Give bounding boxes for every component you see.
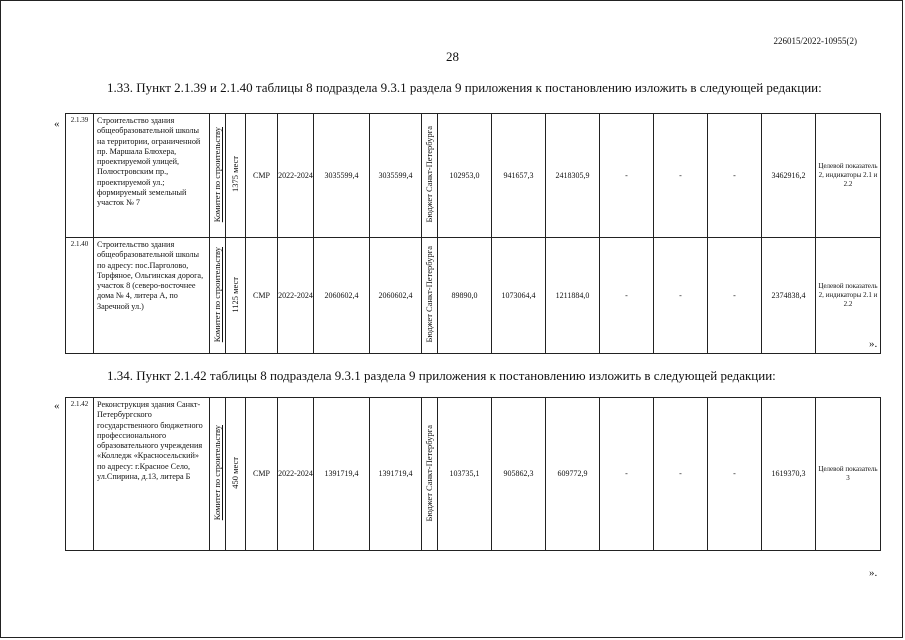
funding-source-cell: Бюджет Санкт-Петербурга	[423, 424, 434, 522]
year-2022-cell: 103735,1	[438, 398, 492, 551]
total-cost-cell: 2060602,4	[314, 238, 370, 354]
dash-cell: -	[654, 238, 708, 354]
executor-cell: Комитет по строительству	[211, 126, 222, 223]
dash-cell: -	[708, 114, 762, 238]
dash-cell: -	[654, 398, 708, 551]
paragraph-1-33: 1.33. Пункт 2.1.39 и 2.1.40 таблицы 8 подраздела 9.3.1 раздела 9 приложения к постановлению изложить в следующей редакции:	[107, 80, 822, 95]
funding-source-cell: Бюджет Санкт-Петербурга	[423, 126, 434, 223]
quote-close-1: ».	[869, 338, 878, 350]
dash-cell: -	[600, 114, 654, 238]
table-row	[66, 114, 881, 238]
capacity-cell: 1375 мест	[229, 156, 240, 193]
year-2022-cell: 102953,0	[438, 114, 492, 238]
work-type-cell: СМР	[246, 398, 278, 551]
funding-source-cell: Бюджет Санкт-Петербурга	[423, 246, 434, 343]
paragraph-1-34: 1.34. Пункт 2.1.42 таблицы 8 подраздела 9.3.1 раздела 9 приложения к постановлению изложить в следующей редакции:	[107, 368, 776, 383]
quote-open-1: «	[54, 118, 60, 130]
year-2024-cell: 1211884,0	[546, 238, 600, 354]
indicator-note-cell: Целевой показатель 2, индикаторы 2.1 и 2.2	[816, 238, 881, 354]
capacity-cell: 1125 мест	[229, 276, 240, 313]
table-row	[66, 398, 881, 551]
after-2024-cell: 2374838,4	[762, 238, 816, 354]
year-2023-cell: 1073064,4	[492, 238, 546, 354]
quote-close-2: ».	[869, 567, 878, 579]
period-cell: 2022-2024	[278, 238, 314, 354]
page-number: 28	[446, 49, 459, 64]
row-number: 2.1.42	[66, 398, 94, 551]
period-cell: 2022-2024	[278, 114, 314, 238]
year-2023-cell: 905862,3	[492, 398, 546, 551]
indicator-note-cell: Целевой показатель 2, индикаторы 2.1 и 2.2	[816, 114, 881, 238]
capacity-cell: 450 мест	[229, 457, 240, 489]
dash-cell: -	[708, 238, 762, 354]
period-cell: 2022-2024	[278, 398, 314, 551]
table-item-2-1-42	[65, 397, 881, 551]
executor-cell: Комитет по строительству	[211, 425, 222, 521]
total-cost-cell: 3035599,4	[314, 114, 370, 238]
year-2022-cell: 89890,0	[438, 238, 492, 354]
year-2024-cell: 2418305,9	[546, 114, 600, 238]
dash-cell: -	[708, 398, 762, 551]
row-name: Строительство здания общеобразовательной школы по адресу: пос.Парголово, Торфяное, Ольгинская дорога, участок 8 (северо-восточнее дома № 4, литера А, по Заречной ул.)	[94, 238, 210, 354]
document-number: 226015/2022-10955(2)	[773, 36, 857, 46]
sum-cell: 3035599,4	[370, 114, 422, 238]
year-2024-cell: 609772,9	[546, 398, 600, 551]
after-2024-cell: 3462916,2	[762, 114, 816, 238]
total-cost-cell: 1391719,4	[314, 398, 370, 551]
table-row	[66, 238, 881, 354]
year-2023-cell: 941657,3	[492, 114, 546, 238]
row-name: Строительство здания общеобразовательной школы на территории, ограниченной пр. Маршала Блюхера, проектируемой улицей, Полюстровским пр., проектируемой ул.; формируемый земельный участок № 7	[94, 114, 210, 238]
dash-cell: -	[600, 398, 654, 551]
sum-cell: 1391719,4	[370, 398, 422, 551]
row-name: Реконструкция здания Санкт-Петербургского государственного бюджетного профессионального образовательного учреждения «Колледж «Красносельский» по адресу: г.Красное Село, ул.Спирина, д.13, литера Б	[94, 398, 210, 551]
executor-cell: Комитет по строительству	[211, 246, 222, 343]
row-number: 2.1.40	[66, 238, 94, 354]
work-type-cell: СМР	[246, 238, 278, 354]
work-type-cell: СМР	[246, 114, 278, 238]
dash-cell: -	[600, 238, 654, 354]
row-number: 2.1.39	[66, 114, 94, 238]
table-items-2-1-39-2-1-40	[65, 113, 881, 354]
dash-cell: -	[654, 114, 708, 238]
quote-open-2: «	[54, 400, 60, 412]
sum-cell: 2060602,4	[370, 238, 422, 354]
indicator-note-cell: Целевой показатель 3	[816, 398, 881, 551]
after-2024-cell: 1619370,3	[762, 398, 816, 551]
